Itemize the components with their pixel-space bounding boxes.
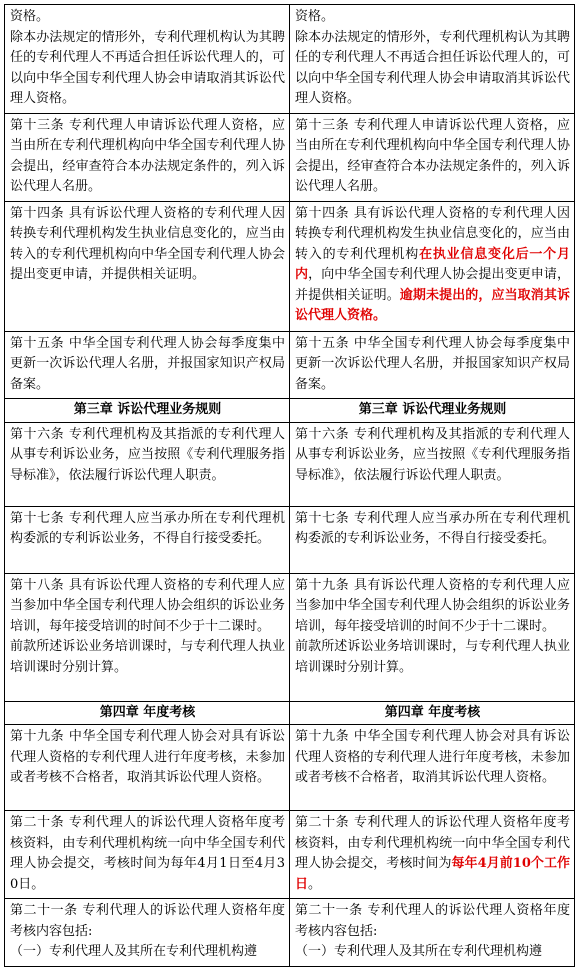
highlighted-revision: 每年4月前10个工作日 [295,856,570,892]
table-row [5,573,575,701]
table-row [5,506,575,573]
original-cell [5,331,290,399]
original-cell [5,573,290,701]
revised-cell [290,899,575,967]
clause-text: 第二十条 专利代理人的诉讼代理人资格年度考核资料，由专利代理机构统一向中华全国专利代理人协会提交，考核时间为每年4月1日至4月30日。 [10,815,285,892]
clause-text: 第十九条 中华全国专利代理人协会对具有诉讼代理人资格的专利代理人进行年度考核，未参加或者考核不合格者，取消其诉讼代理人资格。 [10,729,285,785]
table-row [5,113,575,201]
highlighted-revision: 逾期未提出的，应当取消其诉讼代理人资格。 [295,287,570,323]
original-cell [5,113,290,201]
clause-text [295,204,570,327]
original-cell [5,899,290,967]
revised-cell [290,811,575,899]
clause-text: 第十七条 专利代理人应当承办所在专利代理机构委派的专利诉讼业务，不得自行接受委托。 [295,510,570,546]
clause-text: 前款所述诉讼业务培训课时，与专利代理人执业培训课时分别计算。 [295,639,570,675]
clause-text: 前款所述诉讼业务培训课时，与专利代理人执业培训课时分别计算。 [10,639,285,675]
table-row [5,331,575,399]
chapter-heading: 第三章 诉讼代理业务规则 [290,399,575,423]
clause-text: 资格。 [295,9,335,24]
table-row [5,725,575,811]
original-cell [5,811,290,899]
original-cell [5,422,290,506]
revised-cell [290,506,575,573]
clause-text-part: 。 [308,876,322,892]
revised-cell [290,331,575,399]
revised-cell [290,573,575,701]
chapter-heading: 第三章 诉讼代理业务规则 [5,399,290,423]
clause-text: 第十五条 中华全国专利代理人协会每季度集中更新一次诉讼代理人名册，并报国家知识产权局备案。 [295,335,570,392]
clause-text: （一）专利代理人及其所在专利代理机构遵 [10,944,258,959]
original-cell [5,5,290,114]
highlighted-revision: 在执业信息变化后一个月内 [295,246,570,282]
clause-text: 资格。 [10,9,50,24]
table-row [5,5,575,114]
clause-text: 第十九条 具有诉讼代理人资格的专利代理人应当参加中华全国专利代理人协会组织的诉讼业务培训，每年接受培训的时间不少于十二课时。 [295,577,570,634]
original-cell [5,506,290,573]
revised-cell [290,725,575,811]
clause-text: 第二十一条 专利代理人的诉讼代理人资格年度考核内容包括: [295,903,570,939]
clause-text: 第十七条 专利代理人应当承办所在专利代理机构委派的专利诉讼业务，不得自行接受委托。 [10,510,285,546]
clause-text: 第十六条 专利代理机构及其指派的专利代理人从事专利诉讼业务，应当按照《专利代理服务指导标准》，依法履行诉讼代理人职责。 [10,426,285,483]
chapter-heading-row [5,701,575,725]
clause-text: 第十三条 专利代理人申请诉讼代理人资格，应当由所在专利代理机构向中华全国专利代理人协会提出，经审查符合本办法规定条件的，列入诉讼代理人名册。 [10,117,285,194]
comparison-table [4,4,575,967]
clause-text: 第十四条 具有诉讼代理人资格的专利代理人因转换专利代理机构发生执业信息变化的，应当由转入的专利代理机构向中华全国专利代理人协会提出变更申请，并提供相关证明。 [10,205,285,282]
revised-cell [290,5,575,114]
clause-text: 第二十一条 专利代理人的诉讼代理人资格年度考核内容包括: [10,903,285,939]
table-row [5,811,575,899]
clause-text: 第十六条 专利代理机构及其指派的专利代理人从事专利诉讼业务，应当按照《专利代理服务指导标准》，依法履行诉讼代理人职责。 [295,426,570,483]
original-cell [5,725,290,811]
clause-text-part: 第二十条 专利代理人的诉讼代理人资格年度考核资料，由专利代理机构统一向中华全国专利代理人协会提交，考核时间为 [295,815,570,871]
original-cell [5,201,290,331]
comparison-document [4,4,574,967]
table-row [5,899,575,967]
clause-text: 第十九条 中华全国专利代理人协会对具有诉讼代理人资格的专利代理人进行年度考核，未参加或者考核不合格者，取消其诉讼代理人资格。 [295,729,570,785]
clause-text: 第十五条 中华全国专利代理人协会每季度集中更新一次诉讼代理人名册，并报国家知识产权局备案。 [10,335,285,392]
clause-text-part: 第十四条 具有诉讼代理人资格的专利代理人因转换专利代理机构发生执业信息变化的，应当由转入的专利代理机构 [295,205,570,262]
chapter-heading: 第四章 年度考核 [290,701,575,725]
revised-cell [290,422,575,506]
table-row [5,422,575,506]
revised-cell [290,113,575,201]
clause-text: （一）专利代理人及其所在专利代理机构遵 [295,944,543,959]
table-row [5,201,575,331]
revised-cell [290,201,575,331]
clause-text: 除本办法规定的情形外，专利代理机构认为其聘任的专利代理人不再适合担任诉讼代理人的，可以向中华全国专利代理人协会申请取消其诉讼代理人资格。 [295,29,570,106]
clause-text: 第十八条 具有诉讼代理人资格的专利代理人应当参加中华全国专利代理人协会组织的诉讼业务培训，每年接受培训的时间不少于十二课时。 [10,577,285,634]
clause-text [295,813,570,895]
clause-text: 第十三条 专利代理人申请诉讼代理人资格，应当由所在专利代理机构向中华全国专利代理人协会提出，经审查符合本办法规定条件的，列入诉讼代理人名册。 [295,117,570,194]
chapter-heading: 第四章 年度考核 [5,701,290,725]
chapter-heading-row [5,399,575,423]
clause-text-part: ，向中华全国专利代理人协会提出变更申请，并提供相关证明。 [295,267,570,303]
clause-text: 除本办法规定的情形外，专利代理机构认为其聘任的专利代理人不再适合担任诉讼代理人的，可以向中华全国专利代理人协会申请取消其诉讼代理人资格。 [10,29,285,106]
